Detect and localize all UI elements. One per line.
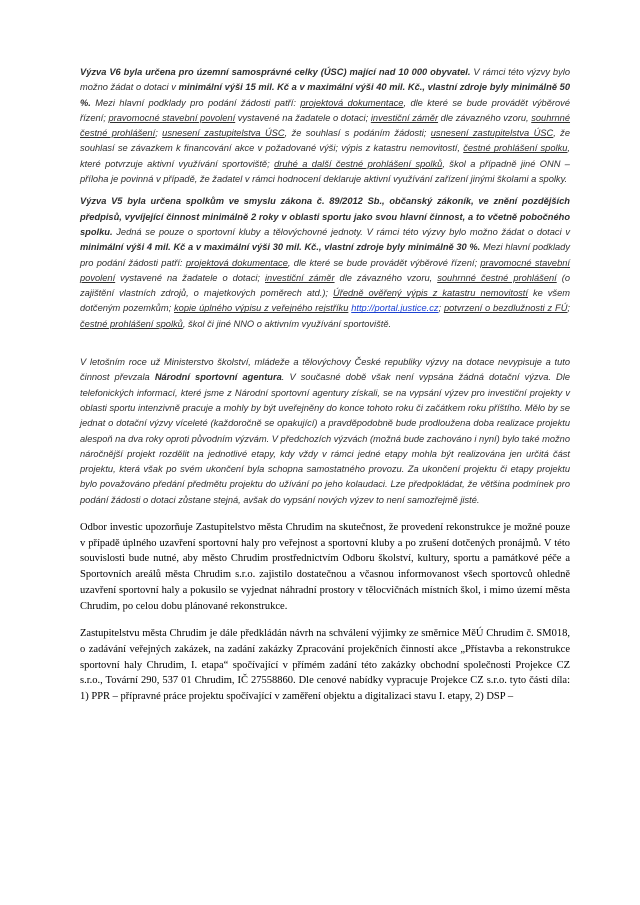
required-document: souhrnné čestné prohlášení — [437, 272, 557, 283]
text-span: , že souhlasí s podáním žádosti; — [284, 128, 431, 139]
required-document: Úředně ověřený výpis z katastru nemovitostí — [333, 288, 528, 299]
text-span: Jedná se pouze o sportovní kluby a tělovýchovné jednoty. V rámci této výzvy bylo možno žádat o dotaci v — [112, 226, 570, 237]
paragraph-hall-closure: Odbor investic upozorňuje Zastupitelstvo města Chrudim na skutečnost, že provedení rekonstrukce je možné pouze v případě úplného uzavření sportovní haly pro veřejnost a sportovní kluby a po zrušení dotčených pronájmů. V této souvislosti bude nutné, aby město Chrudim prostřednictvím Odboru školství, kultury, sportu a památkové péče a Sportovních areálů města Chrudim s.r.o. zajistilo dostatečnou a včasnou informovanost všech sportovců ohledně uzavření sportovní haly a pokusilo se vyjednat náhradní prostory v tělocvičnách místních škol, i mimo území města Chrudim, po celou dobu plánované rekonstrukce. — [80, 522, 570, 612]
paragraph-call-v6 — [80, 65, 570, 187]
document-page — [80, 60, 570, 705]
text-span: , které potvrzuje aktivní využívání sportoviště; — [80, 143, 570, 169]
text-span: . V současné době však není vypsána žádná dotační výzva. Dle telefonických informací, které jsme z Národní sportovní agentury získali, se na vypsání výzev pro investiční projekty v oblasti sportu intenzivně pracuje a mohly by být uveřejněny do konce tohoto roku či začátkem roku příštího. Mělo by se jednat o dotační výzvy víceleté (každoročně se opakující) a pravděpodobně bude prodloužena doba realizace projektu alespoň na dva roky oproti původním výzvám. V předchozích výzvách (možná bude zachováno i nyní) bylo také možno náročnější projekt rozdělit na jednotlivé etapy, kdy vždy v rámci jedné etapy mohla být realizována jen určitá část projektu, která však po svém ukončení byla schopna samostatného provozu. Za ukončení projektu či etapy projektu bylo považováno předání předmětu projektu do užívání po jeho kolaudaci. Lze předpokládat, že většina podmínek pro podání žádosti o dotaci zůstane stejná, avšak do vypsání nových výzev to není samozřejmě jisté. — [80, 372, 571, 505]
paragraph-national-sports-agency — [80, 355, 570, 508]
text-span: (o zajištění vlastních zdrojů, o majetkových poměrech atd.); — [80, 272, 571, 299]
text-span: dle závazného vzoru, — [438, 112, 532, 123]
required-document: čestné prohlášení spolků — [80, 318, 183, 329]
required-document: usnesení zastupitelstva ÚSC — [430, 128, 554, 139]
paragraph-procurement-exception: Zastupitelstvu města Chrudim je dále předkládán návrh na schválení výjimky ze směrnice MěÚ Chrudim č. SM018, o zadávání veřejných zakázek, na zadání zakázky Zpracování projekčních činností akce „Přístavba a rekonstrukce sportovní haly Chrudim, I. etapa“ spočívající v přímém zadání této zakázky obchodní společnosti Projekce CZ s.r.o., Tovární 290, 537 01 Chrudim, IČ 27558860. Dle cenové nabídky vypracuje Projekce CZ s.r.o. tyto části díla: 1) PPR – přípravné práce projektu spočívající v zaměření objektu a digitalizaci stavu I. etapy, 2) DSP – — [80, 628, 570, 703]
text-span: , dle které se bude provádět výběrové řízení; — [287, 257, 481, 268]
text-span: , škol a případně jiné ONN – příloha je povinná v případě, že žadatel v rámci hodnocení deklaruje aktivní využívání zařízení jinými školami a spolky. — [80, 158, 570, 185]
text-span: ; — [155, 128, 163, 139]
text-span: , že souhlasí se závazkem k financování akce v požadované výši; výpis z katastru nemovitostí, — [80, 128, 570, 154]
text-span: vystavené na žadatele o dotaci; — [115, 272, 265, 283]
required-document: investiční záměr — [264, 272, 335, 283]
required-document: investiční záměr — [370, 112, 439, 123]
text-span: Mezi hlavní podklady pro podání žádosti patří: — [80, 242, 570, 268]
text-span: , dle které se bude provádět výběrové řízení; — [80, 97, 570, 123]
text-span: V letošním roce už Ministerstvo školství, mládeže a tělovýchovy České republiky výzvy na dotace nevypisuje a tuto činnost převzala — [80, 357, 570, 383]
required-document: projektová dokumentace — [300, 97, 404, 108]
required-document: kopie úplného výpisu z veřejného rejstříku — [174, 303, 349, 314]
text-span: , škol či jiné NNO o aktivním využívání sportoviště. — [182, 318, 392, 329]
justice-portal-link[interactable]: http://portal.justice.cz — [351, 303, 439, 314]
text-span: dle závazného vzoru, — [334, 272, 438, 283]
required-document: druhé a další čestné prohlášení spolků — [274, 158, 443, 169]
required-document: projektová dokumentace — [185, 257, 288, 268]
text-span: ; — [438, 303, 444, 314]
text-span: Mezi hlavní podklady pro podání žádosti patří: — [90, 97, 301, 108]
required-document: pravomocné stavební povolení — [80, 257, 571, 283]
text-span: V rámci této výzvy bylo možno žádat o dotaci v — [80, 67, 570, 93]
call-v6-heading: Výzva V6 byla určena pro územní samosprávné celky (ÚSC) mající nad 10 000 obyvatel. — [80, 67, 471, 77]
required-document: čestné prohlášení spolku — [463, 143, 568, 154]
paragraph-call-v5 — [80, 194, 570, 332]
call-v5-amounts: minimální výši 4 mil. Kč a v maximální výši 30 mil. Kč., vlastní zdroje byly minimálně 30 %. — [80, 242, 481, 253]
required-document: pravomocné stavební povolení — [108, 112, 236, 123]
text-span: ke všem dotčeným pozemkům; — [80, 288, 570, 314]
required-document: potvrzení o bezdlužnosti z FÚ — [443, 303, 568, 314]
agency-name: Národní sportovní agentura — [154, 372, 282, 383]
call-v6-amounts: minimální výši 15 mil. Kč a v maximální výši 40 mil. Kč., vlastní zdroje byly minimálně 50 %. — [80, 82, 570, 108]
required-document: usnesení zastupitelstva ÚSC — [162, 128, 285, 139]
text-span: ; — [567, 303, 571, 314]
call-v5-heading: Výzva V5 byla určena spolkům ve smyslu zákona č. 89/2012 Sb., občanský zákoník, ve znění pozdějších předpisů, vyvíjející činnost minimálně 2 roky v oblasti sportu jako svou hlavní činnost, a to včetně pobočného spolku. — [80, 196, 570, 237]
required-document: souhrnné čestné prohlášení — [80, 112, 571, 139]
text-span: vystavené na žadatele o dotaci; — [235, 112, 371, 123]
